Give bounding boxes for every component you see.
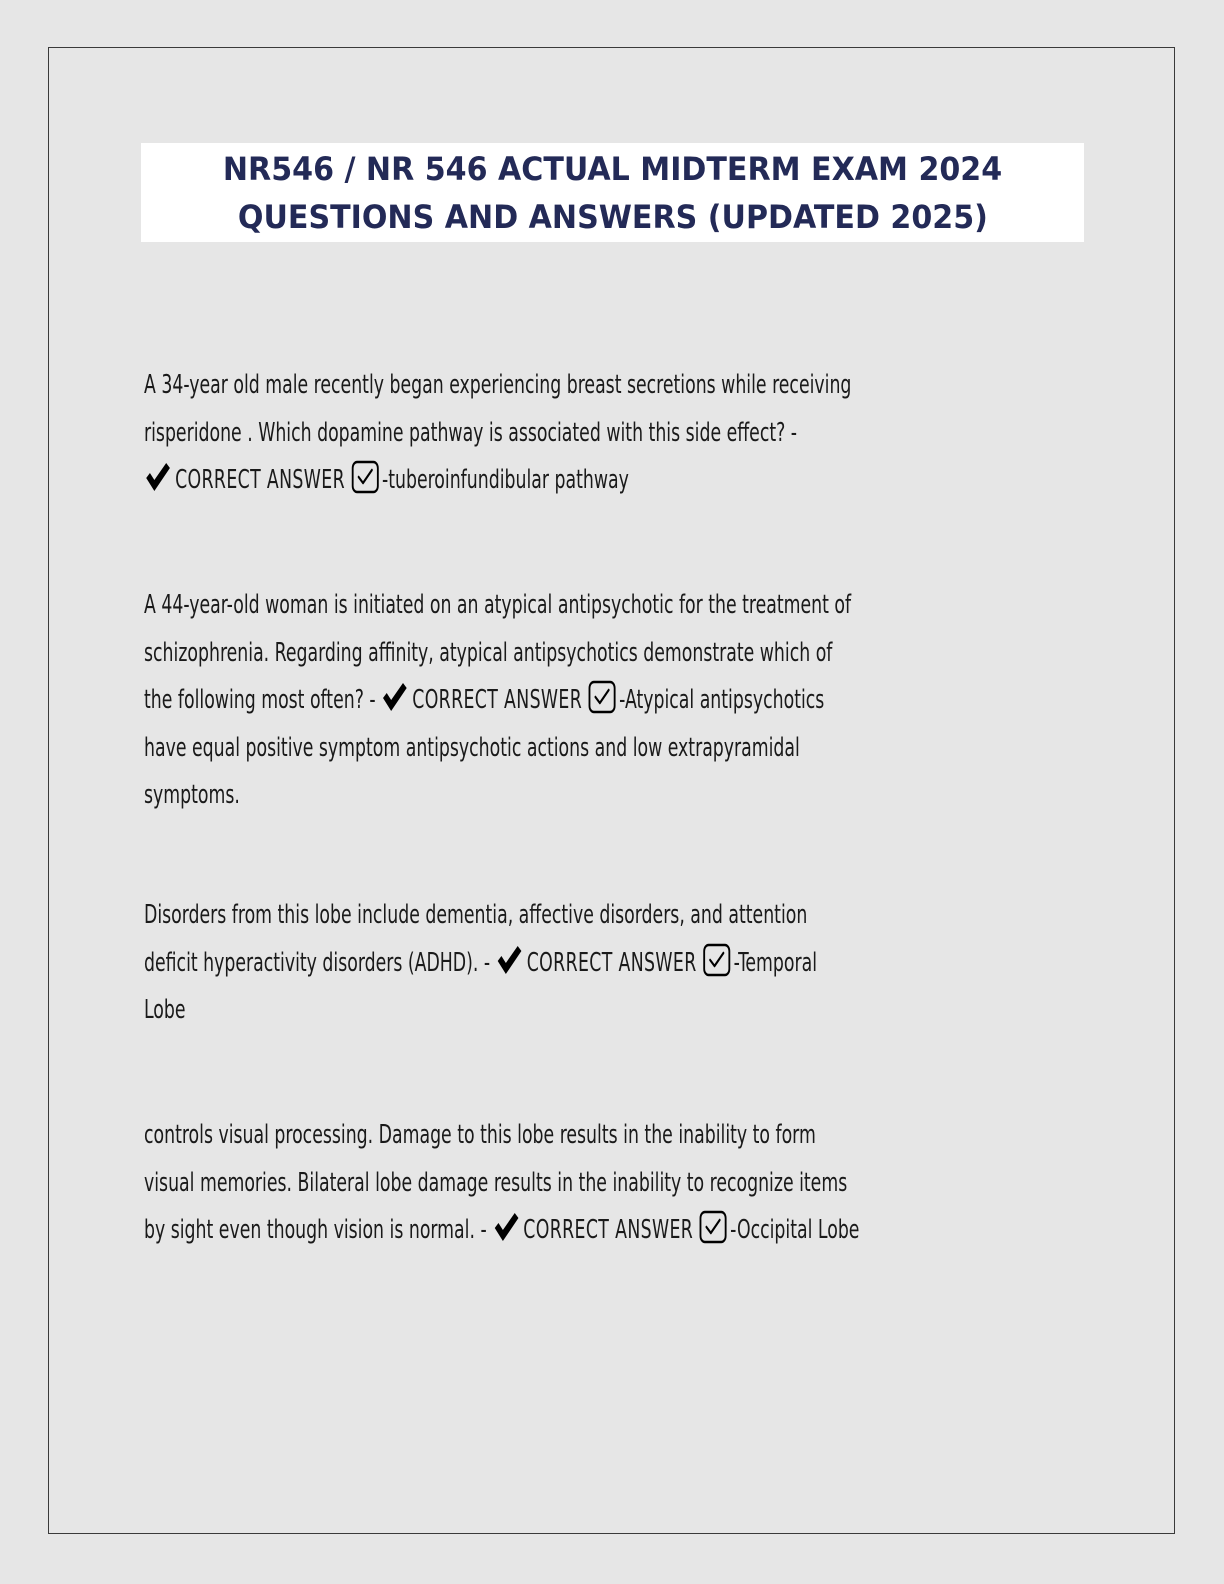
correct-answer-label: CORRECT ANSWER bbox=[175, 465, 345, 495]
heavy-check-mark-icon bbox=[381, 681, 408, 713]
correct-answer-label: CORRECT ANSWER bbox=[412, 685, 583, 715]
question-line: Disorders from this lobe include dementia, affective disorders, and attention bbox=[144, 900, 808, 930]
answer-line bbox=[144, 457, 1083, 505]
question-block-1 bbox=[144, 362, 1084, 505]
answer-continuation: symptoms. bbox=[144, 780, 240, 810]
question-block-3 bbox=[144, 892, 1084, 1035]
answer-text: -tuberoinfundibular pathway bbox=[381, 465, 629, 495]
question-block-4 bbox=[144, 1112, 1084, 1255]
answer-line bbox=[144, 677, 1083, 725]
title-line-2: QUESTIONS AND ANSWERS (UPDATED 2025) bbox=[237, 197, 988, 236]
checked-box-icon bbox=[351, 460, 379, 494]
answer-continuation: Lobe bbox=[144, 995, 186, 1025]
question-line: controls visual processing. Damage to this lobe results in the inability to form bbox=[144, 1120, 816, 1150]
checked-box-icon bbox=[703, 943, 731, 977]
title-box bbox=[141, 143, 1084, 242]
question-line: A 44-year-old woman is initiated on an atypical antipsychotic for the treatment of bbox=[144, 590, 852, 620]
checked-box-icon bbox=[699, 1210, 727, 1244]
answer-text: -Temporal bbox=[733, 947, 818, 978]
answer-text: -Atypical antipsychotics bbox=[619, 685, 825, 715]
question-tail: by sight even though vision is normal. - bbox=[144, 1215, 487, 1245]
heavy-check-mark-icon bbox=[144, 461, 171, 493]
correct-answer-label: CORRECT ANSWER bbox=[526, 947, 697, 978]
question-line: A 34-year old male recently began experiencing breast secretions while receiving bbox=[144, 370, 852, 400]
question-line: risperidone . Which dopamine pathway is associated with this side effect? - bbox=[144, 417, 798, 448]
question-tail: the following most often? - bbox=[144, 685, 376, 715]
heavy-check-mark-icon bbox=[496, 944, 523, 976]
checked-box-icon bbox=[588, 680, 616, 714]
correct-answer-label: CORRECT ANSWER bbox=[523, 1215, 694, 1245]
heavy-check-mark-icon bbox=[492, 1211, 519, 1243]
answer-line bbox=[144, 940, 1083, 988]
answer-line bbox=[144, 1207, 1083, 1255]
question-line: schizophrenia. Regarding affinity, atypical antipsychotics demonstrate which of bbox=[144, 637, 833, 668]
question-line: visual memories. Bilateral lobe damage results in the inability to recognize items bbox=[144, 1167, 848, 1198]
answer-text: -Occipital Lobe bbox=[730, 1215, 860, 1245]
question-block-2 bbox=[144, 582, 1084, 820]
title-line-1: NR546 / NR 546 ACTUAL MIDTERM EXAM 2024 bbox=[222, 149, 1003, 188]
question-tail: deficit hyperactivity disorders (ADHD). - bbox=[144, 947, 491, 978]
answer-continuation: have equal positive symptom antipsychotic actions and low extrapyramidal bbox=[144, 732, 800, 763]
